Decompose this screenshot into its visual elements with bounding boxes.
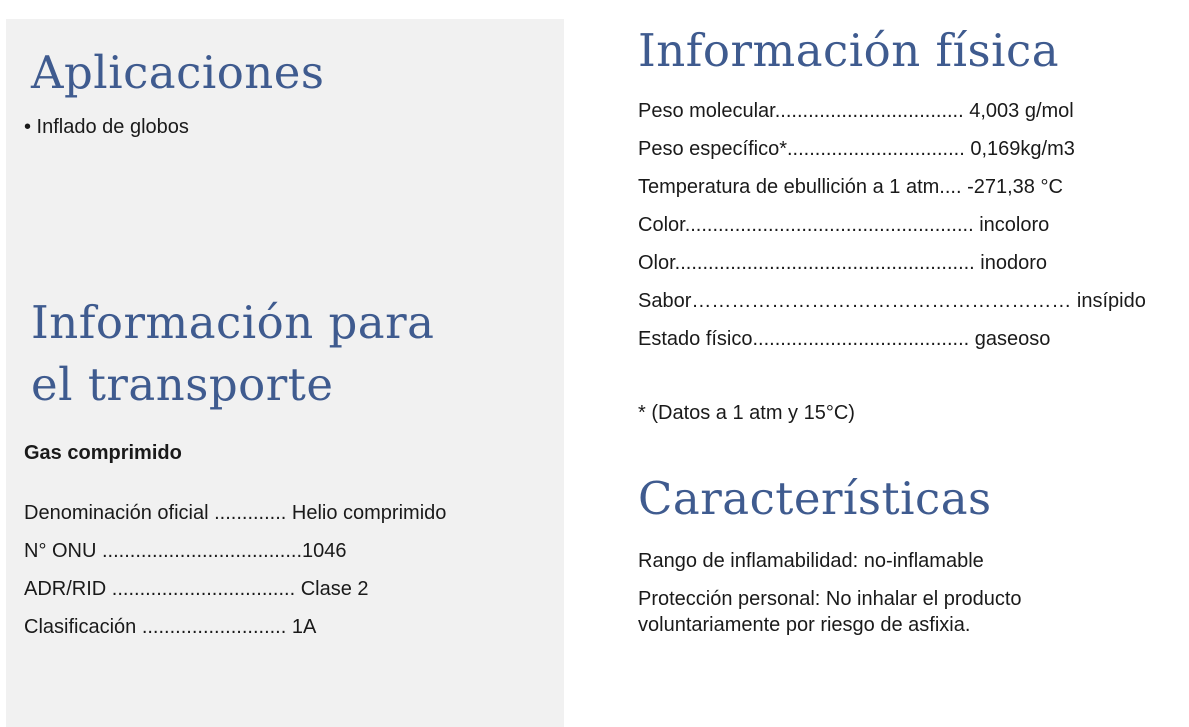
fisica-list [638,98,1146,364]
transporte-row: ADR/RID ................................. Clase 2 [24,578,369,600]
fisica-row: Peso específico*................................ 0,169kg/m3 [638,138,1075,160]
fisica-row: Color.................................................... incoloro [638,214,1050,236]
transporte-row: Denominación oficial ............. Helio comprimido [24,502,447,524]
fisica-row: Peso molecular.................................. 4,003 g/mol [638,100,1074,122]
fisica-row: Sabor………………………………………………… insípido [638,290,1146,312]
fisica-row: Olor...................................................... inodoro [638,252,1048,274]
fisica-row: Estado físico....................................... gaseoso [638,328,1051,350]
transporte-list [24,500,446,652]
transporte-heading-line2: el transporte [31,358,334,411]
aplicaciones-heading: Aplicaciones [31,46,325,99]
proteccion-line2: voluntariamente por riesgo de asfixia. [638,614,971,636]
caracteristicas-inflamabilidad: Rango de inflamabilidad: no-inflamable [638,550,984,572]
proteccion-line1: Protección personal: No inhalar el producto [638,588,1022,610]
transporte-row: N° ONU ....................................1046 [24,540,347,562]
transporte-row: Clasificación .......................... 1A [24,616,317,638]
caracteristicas-proteccion [638,586,1068,638]
transporte-heading [31,292,434,416]
transporte-heading-line1: Información para [31,296,435,349]
caracteristicas-heading: Características [638,472,992,525]
fisica-row: Temperatura de ebullición a 1 atm.... -271,38 °C [638,176,1063,198]
fisica-note: * (Datos a 1 atm y 15°C) [638,402,855,424]
fisica-heading: Información física [638,24,1060,77]
transporte-subtitle: Gas comprimido [24,442,182,464]
aplicaciones-item: • Inflado de globos [24,116,189,138]
